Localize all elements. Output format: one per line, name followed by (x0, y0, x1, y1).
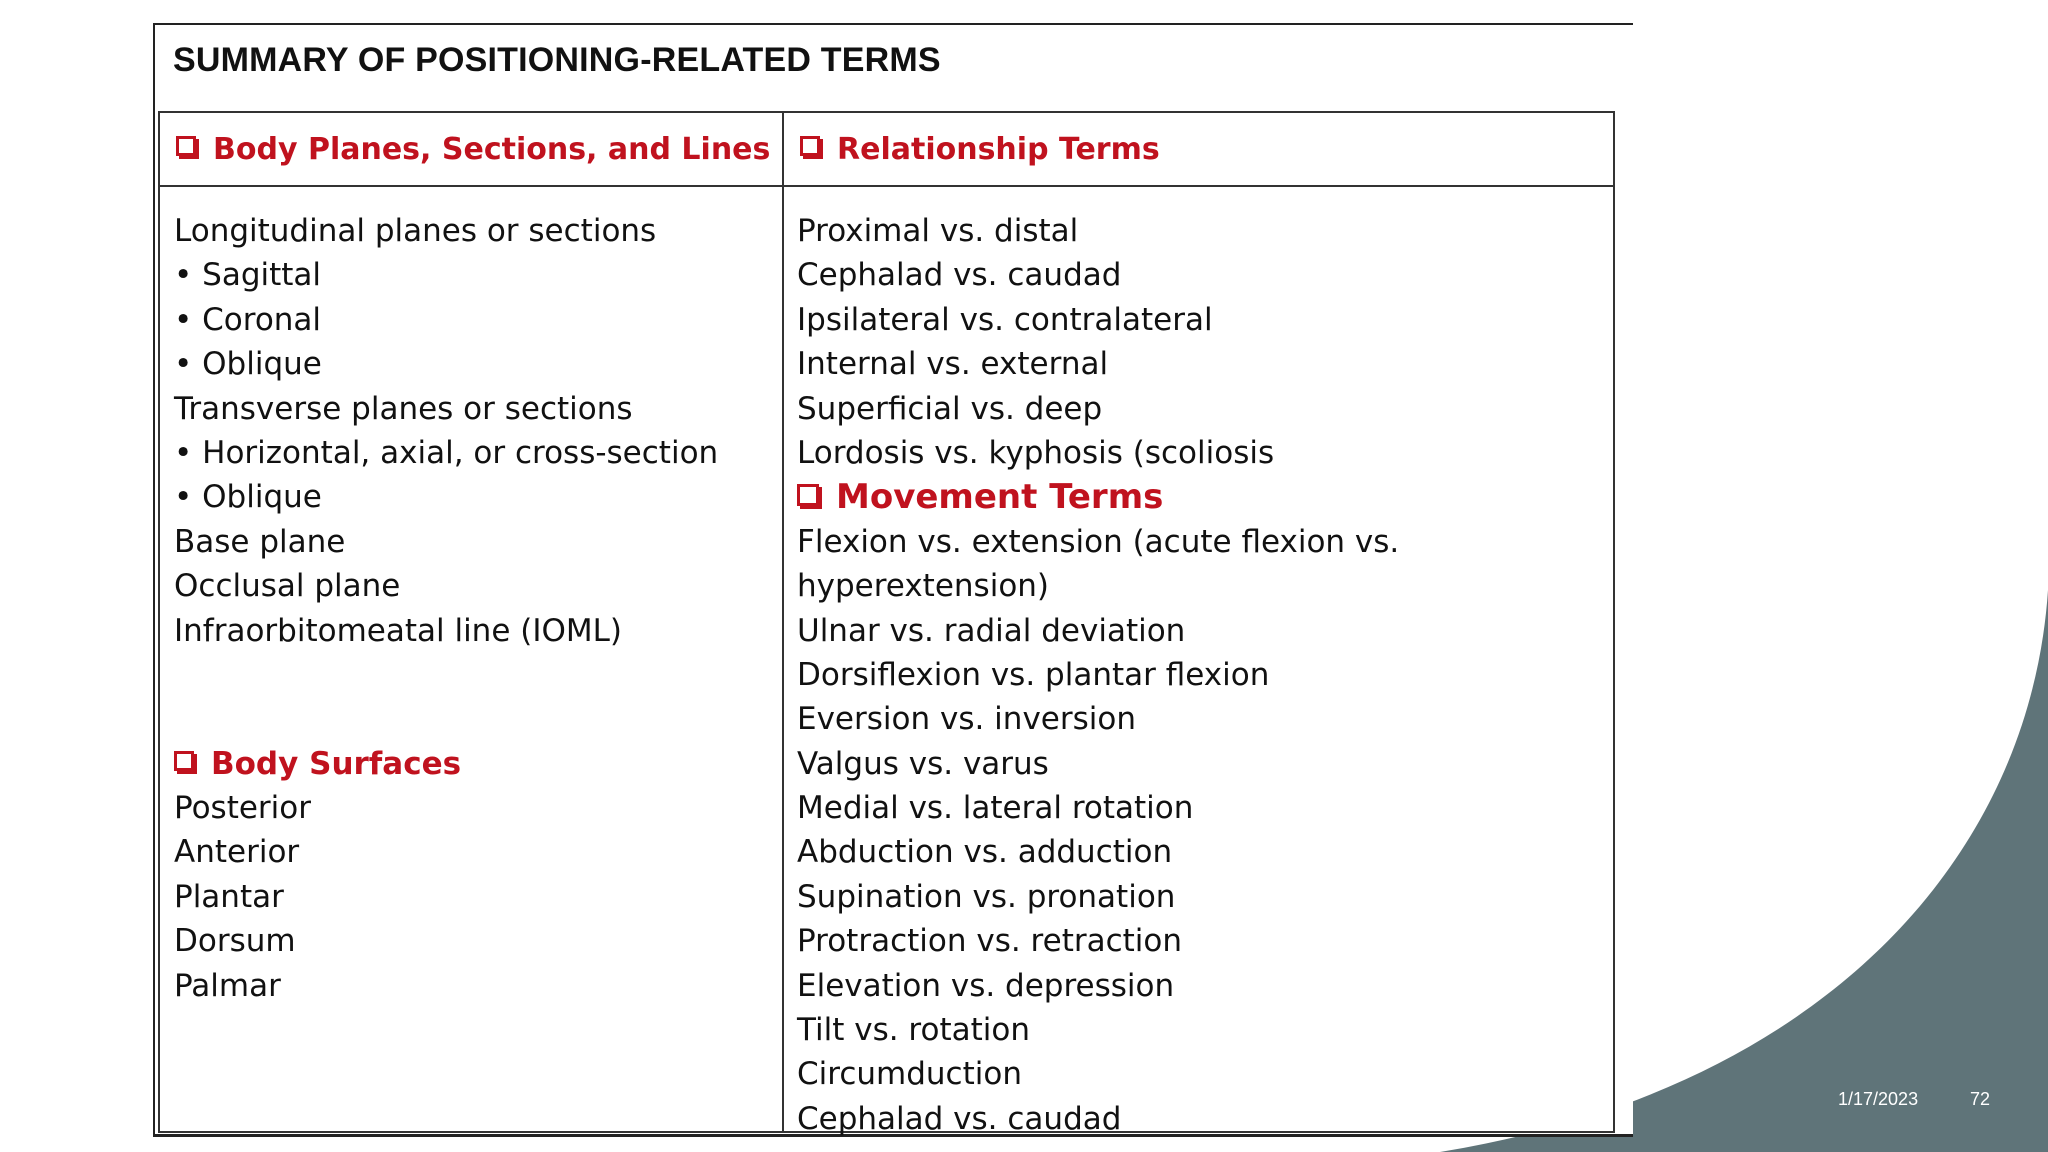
table-header-row (160, 113, 1613, 187)
checkbox-bullet-icon (797, 484, 819, 506)
movement-terms-heading (797, 475, 1399, 519)
list-item: Medial vs. lateral rotation (797, 790, 1194, 827)
list-item: Dorsiflexion vs. plantar flexion (797, 656, 1270, 693)
list-item: Proximal vs. distal (797, 213, 1079, 249)
list-item: hyperextension) (797, 568, 1050, 605)
checkbox-bullet-icon (174, 751, 194, 771)
checkbox-bullet-icon (800, 136, 820, 156)
list-item: Flexion vs. extension (acute flexion vs. (797, 523, 1400, 560)
slide-date: 1/17/2023 (1838, 1089, 1919, 1109)
list-item: Plantar (174, 878, 284, 915)
list-item: Lordosis vs. kyphosis (scoliosis (797, 434, 1275, 471)
list-item: Infraorbitomeatal line (IOML) (174, 612, 623, 649)
list-item: Longitudinal planes or sections (174, 213, 657, 249)
list-item: Base plane (174, 523, 346, 560)
header-relationship-terms (800, 113, 1160, 185)
header-right-label: Relationship Terms (837, 131, 1160, 167)
right-column-list (797, 209, 1399, 1141)
list-item: • Oblique (174, 475, 718, 519)
list-item: Ulnar vs. radial deviation (797, 612, 1186, 649)
list-item: Supination vs. pronation (797, 878, 1176, 915)
list-item: Anterior (174, 834, 300, 871)
list-item: Internal vs. external (797, 346, 1109, 383)
column-divider (782, 113, 784, 1131)
list-item: Occlusal plane (174, 568, 401, 605)
list-item: Elevation vs. depression (797, 967, 1175, 1004)
list-spacer (174, 697, 718, 741)
list-item: Dorsum (174, 923, 296, 960)
list-item: Circumduction (797, 1056, 1022, 1093)
list-item: • Coronal (174, 298, 718, 342)
list-item: Tilt vs. rotation (797, 1012, 1030, 1049)
list-item: Cephalad vs. caudad (797, 257, 1122, 294)
list-item: Posterior (174, 790, 312, 827)
slide-number: 72 (1970, 1089, 1991, 1109)
list-item: • Horizontal, axial, or cross-section (174, 431, 718, 475)
table-title: SUMMARY OF POSITIONING-RELATED TERMS (173, 41, 941, 79)
list-item: Protraction vs. retraction (797, 923, 1183, 960)
list-spacer (174, 653, 718, 697)
body-surfaces-heading (174, 742, 718, 786)
list-item: Cephalad vs. caudad (797, 1100, 1122, 1137)
list-item: Abduction vs. adduction (797, 834, 1173, 871)
section-heading-label: Body Surfaces (211, 745, 462, 782)
list-item: Transverse planes or sections (174, 390, 633, 427)
summary-table-image (153, 23, 1633, 1137)
header-left-label: Body Planes, Sections, and Lines (213, 131, 771, 167)
list-item: • Sagittal (174, 253, 718, 297)
list-item: Eversion vs. inversion (797, 701, 1136, 738)
left-column-list (174, 209, 718, 1008)
list-item: Valgus vs. varus (797, 745, 1049, 782)
list-item: Palmar (174, 967, 281, 1004)
list-item: • Oblique (174, 342, 718, 386)
header-body-planes (176, 113, 770, 185)
terms-table (158, 111, 1615, 1137)
section-heading-label: Movement Terms (836, 477, 1164, 518)
checkbox-bullet-icon (176, 136, 196, 156)
list-item: Superficial vs. deep (797, 390, 1103, 427)
list-item: Ipsilateral vs. contralateral (797, 301, 1213, 338)
